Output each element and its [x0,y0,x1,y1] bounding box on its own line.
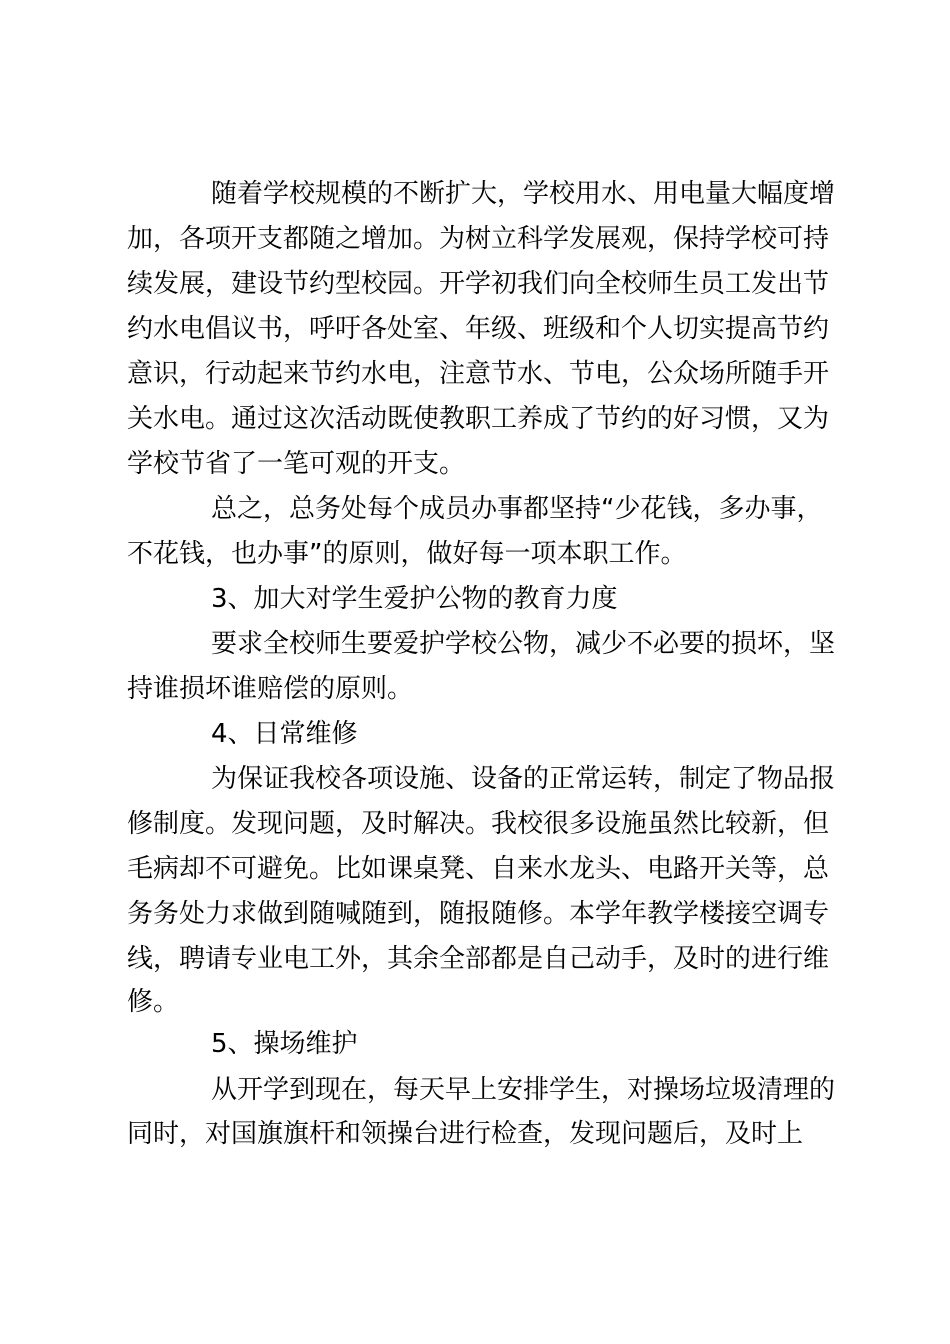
paragraph-line: 线，聘请专业电工外，其余全部都是自己动手，及时的进行维 [127,944,830,974]
paragraph-line: 同时，对国旗旗杆和领操台进行检查，发现问题后，及时上 [127,1119,804,1149]
paragraph-line: 加，各项开支都随之增加。为树立科学发展观，保持学校可持 [127,224,830,254]
paragraph-line: 总之，总务处每个成员办事都坚持“少花钱，多办事， [211,494,823,524]
paragraph-line: 学校节省了一笔可观的开支。 [127,449,466,479]
paragraph-line: 关水电。通过这次活动既使教职工养成了节约的好习惯，又为 [127,404,830,434]
paragraph-line: 持谁损坏谁赔偿的原则。 [127,674,414,704]
paragraph-line: 续发展，建设节约型校园。开学初我们向全校师生员工发出节 [127,269,830,299]
paragraph-line: 随着学校规模的不断扩大，学校用水、用电量大幅度增 [211,179,836,209]
paragraph-line: 从开学到现在，每天早上安排学生，对操场垃圾清理的 [211,1075,836,1105]
paragraph-line: 修制度。发现问题，及时解决。我校很多设施虽然比较新，但 [127,809,830,839]
paragraph-line: 为保证我校各项设施、设备的正常运转，制定了物品报 [211,764,836,794]
paragraph-line: 毛病却不可避免。比如课桌凳、自来水龙头、电路开关等，总 [127,854,830,884]
paragraph-line: 务务处力求做到随喊随到，随报随修。本学年教学楼接空调专 [127,899,830,929]
paragraph-line: 要求全校师生要爱护学校公物，减少不必要的损坏，坚 [211,629,836,659]
paragraph-line: 不花钱，也办事”的原则，做好每一项本职工作。 [127,539,687,569]
section-heading: 5、操场维护 [211,1029,358,1059]
paragraph-line: 修。 [127,987,180,1017]
section-heading: 4、日常维修 [211,719,358,749]
paragraph-line: 意识，行动起来节约水电，注意节水、节电，公众场所随手开 [127,359,830,389]
paragraph-line: 约水电倡议书，呼吁各处室、年级、班级和个人切实提高节约 [127,314,830,344]
section-heading: 3、加大对学生爱护公物的教育力度 [211,584,618,614]
